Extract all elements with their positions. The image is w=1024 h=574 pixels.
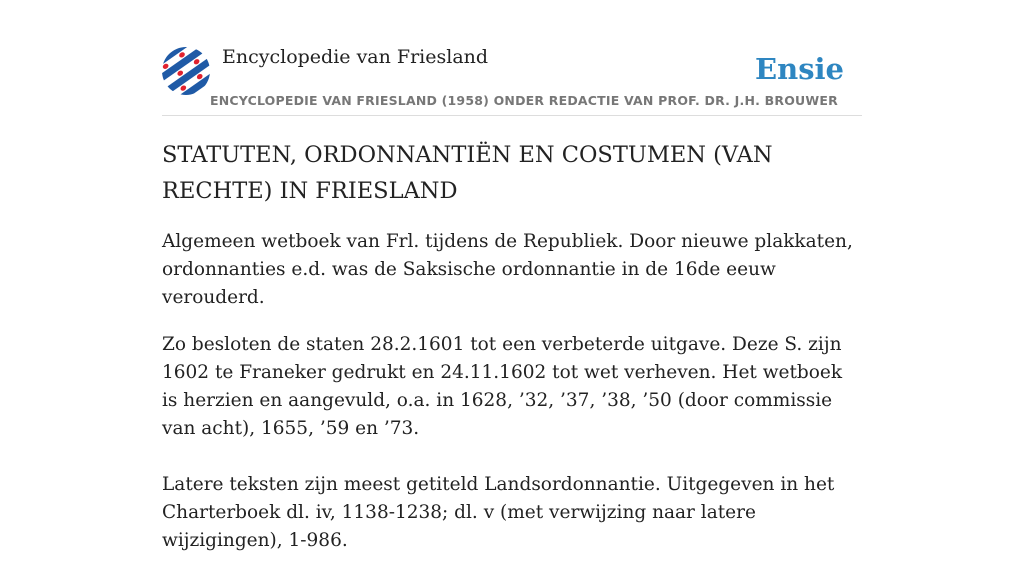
paragraph: Latere teksten zijn meest getiteld Landsordonnantie. Uitgegeven in het Charterboek dl. iv, 1138-1238; dl. v (met verwijzing naar latere wijzigingen), 1-986. [162, 474, 835, 551]
frisian-flag-logo-icon[interactable] [162, 47, 210, 95]
site-subtitle: ENCYCLOPEDIE VAN FRIESLAND (1958) ONDER REDACTIE VAN PROF. DR. J.H. BROUWER [210, 93, 838, 108]
paragraph: Algemeen wetboek van Frl. tijdens de Republiek. Door nieuwe plakkaten, ordonnanties e.d. was de Saksische ordonnantie in de 16de eeuw verouderd. [162, 231, 853, 308]
site-title[interactable]: Encyclopedie van Friesland [222, 46, 489, 68]
paragraph: Zo besloten de staten 28.2.1601 tot een verbeterde uitgave. Deze S. zijn 1602 te Franeker gedrukt en 24.11.1602 tot wet verheven. Het wetboek is herzien en aangevuld, o.a. in 1628, ’32, ’37, ’38, ’50 (door commissie van acht), 1655, ’59 en ’73. [162, 334, 843, 439]
brand-logo[interactable]: Ensie [755, 52, 844, 86]
article-title: STATUTEN, ORDONNANTIËN EN COSTUMEN (VAN RECHTE) IN FRIESLAND [162, 142, 773, 204]
article-body [162, 228, 862, 574]
header-divider [162, 115, 862, 116]
page [162, 0, 862, 551]
